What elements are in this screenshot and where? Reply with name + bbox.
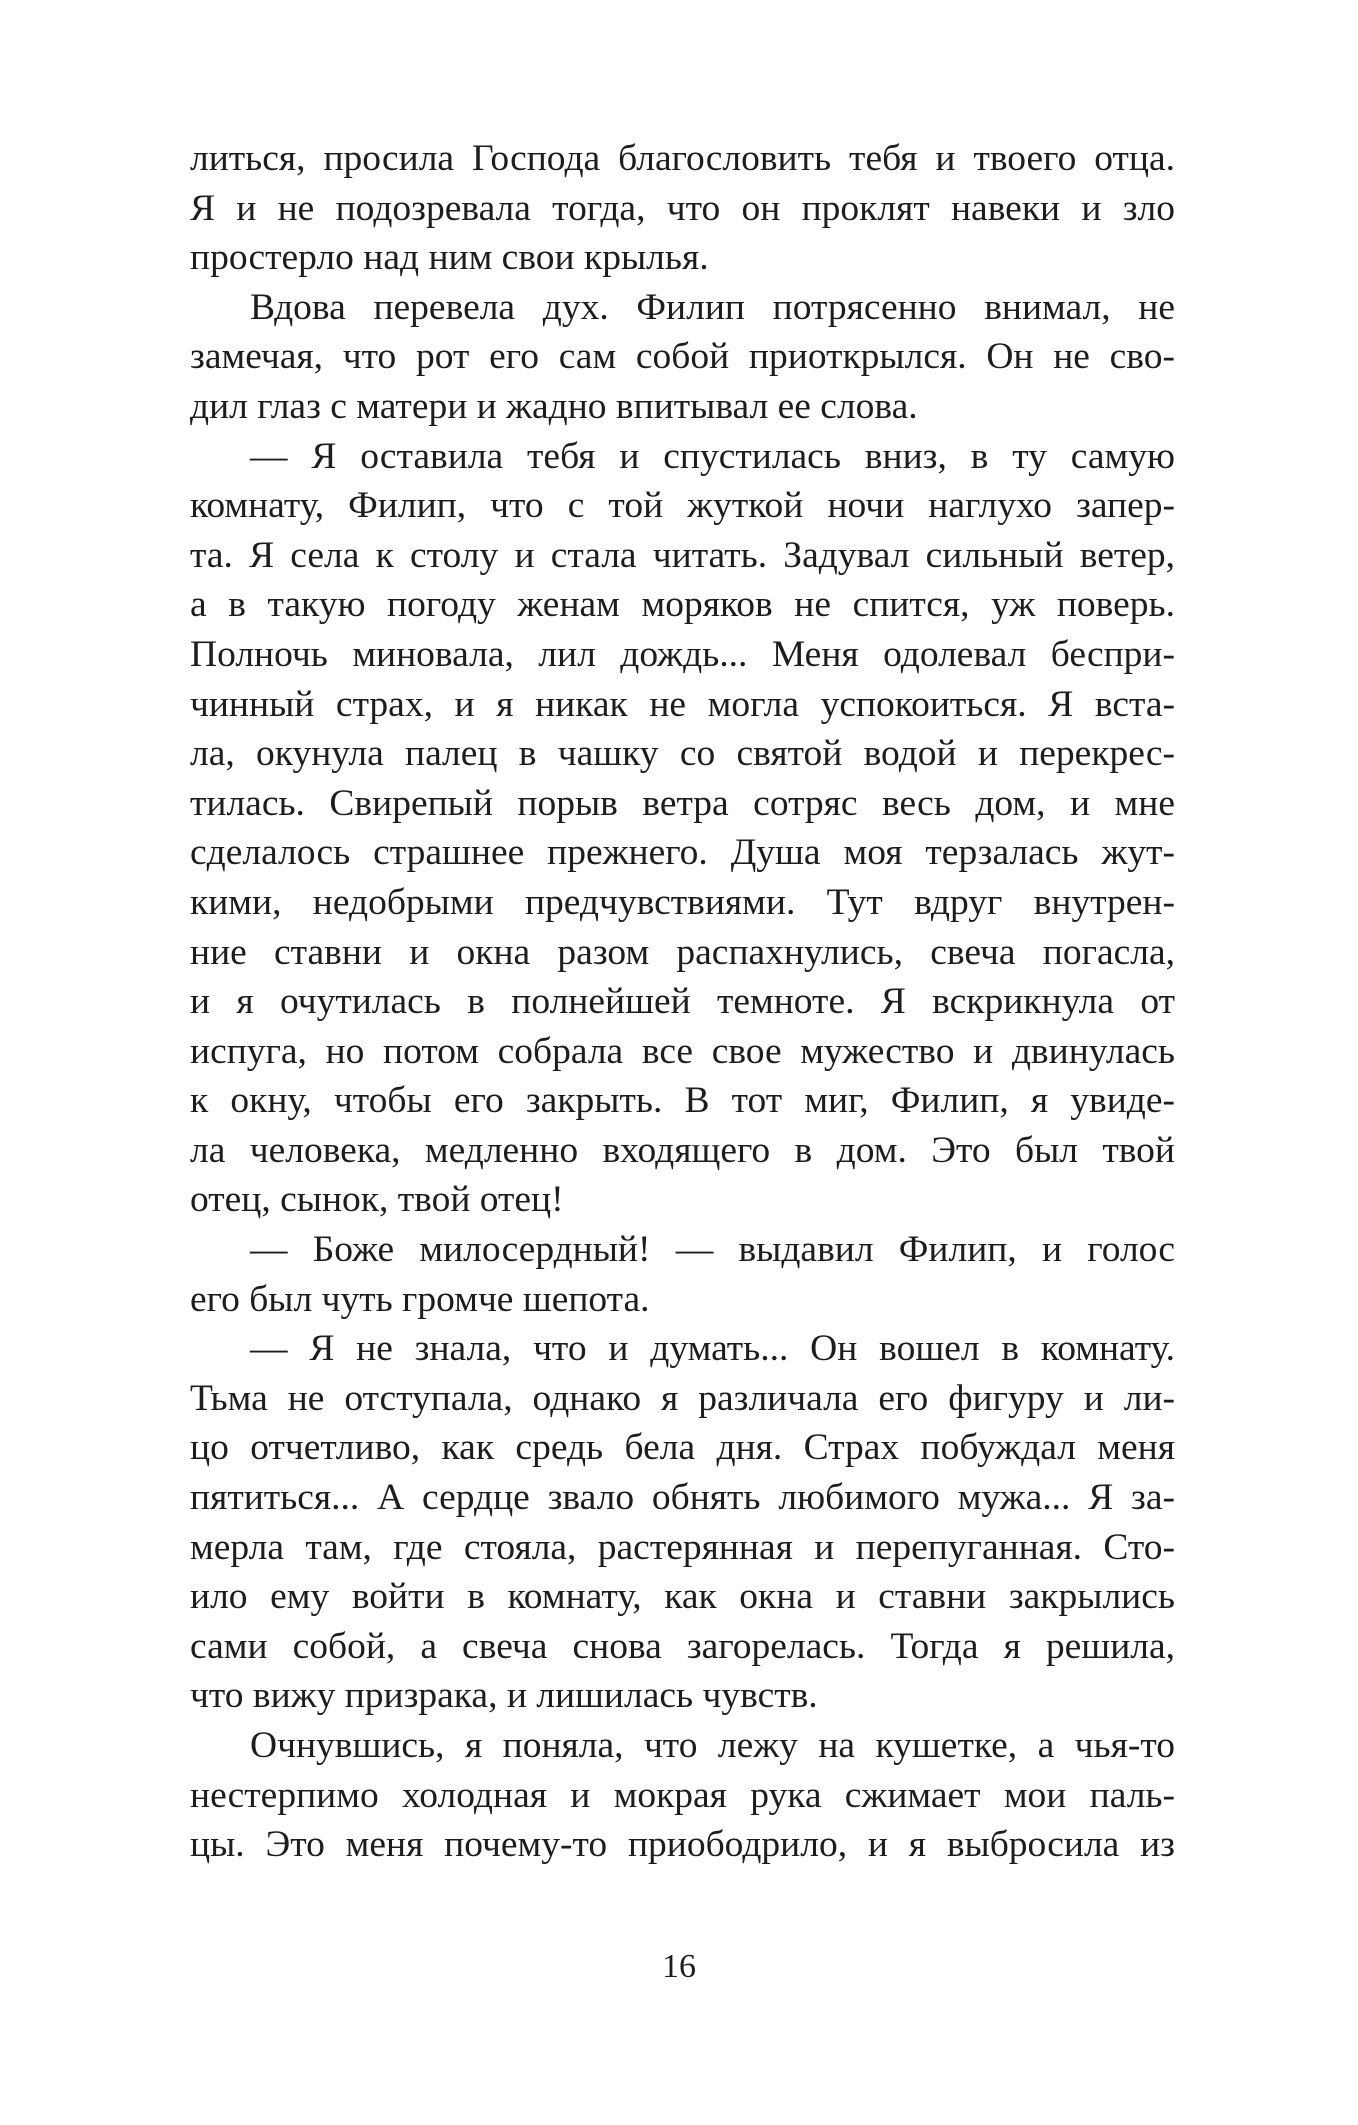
text-line: тилась. Свирепый порыв ветра сотряс весь дом, и мне	[190, 782, 1175, 824]
text-line: цы. Это меня почему-то приободрило, и я выбросила из	[190, 1824, 1175, 1866]
text-line: Я и не подозревала тогда, что он проклят навеки и зло	[190, 187, 1175, 229]
text-line: цо отчетливо, как средь бела дня. Страх побуждал меня	[190, 1427, 1175, 1469]
text-line: Очнувшись, я поняла, что лежу на кушетке, а чья-то	[250, 1725, 1175, 1766]
text-line: — Я оставила тебя и спустилась вниз, в ту самую	[250, 435, 1175, 477]
page-body-text	[190, 134, 1175, 1870]
text-line: ние ставни и окна разом распахнулись, свеча погасла,	[190, 931, 1175, 973]
text-line: к окну, чтобы его закрыть. В тот миг, Филип, я увиде-	[190, 1080, 1175, 1122]
text-line: нестерпимо холодная и мокрая рука сжимает мои паль-	[190, 1774, 1175, 1816]
text-line: та. Я села к столу и стала читать. Задувал сильный ветер,	[190, 534, 1175, 576]
text-line: простерло над ним свои крылья.	[190, 237, 709, 279]
text-line: мерла там, где стояла, растерянная и перепуганная. Сто-	[190, 1526, 1175, 1568]
text-line: его был чуть громче шепота.	[190, 1278, 650, 1320]
text-line: испуга, но потом собрала все свое мужество и двинулась	[190, 1030, 1175, 1072]
text-line: сами собой, а свеча снова загорелась. Тогда я решила,	[190, 1625, 1175, 1667]
text-line: и я очутилась в полнейшей темноте. Я вскрикнула от	[190, 981, 1175, 1023]
text-line: ило ему войти в комнату, как окна и ставни закрылись	[190, 1576, 1175, 1618]
page-number: 16	[662, 1948, 696, 1985]
text-line: Тьма не отступала, однако я различала его фигуру и ли-	[190, 1377, 1175, 1419]
text-line: сделалось страшнее прежнего. Душа моя терзалась жут-	[190, 832, 1175, 874]
text-line: Вдова перевела дух. Филип потрясенно внимал, не	[250, 286, 1175, 328]
text-line: Полночь миновала, лил дождь... Меня одолевал беспри-	[190, 633, 1175, 675]
text-line: чинный страх, и я никак не могла успокоиться. Я вста-	[190, 683, 1175, 725]
text-line: а в такую погоду женам моряков не спится, уж поверь.	[190, 584, 1175, 626]
text-line: ла человека, медленно входящего в дом. Это был твой	[190, 1129, 1175, 1171]
text-line: литься, просила Господа благословить тебя и твоего отца.	[190, 138, 1175, 179]
text-line: комнату, Филип, что с той жуткой ночи наглухо запер-	[190, 485, 1175, 527]
text-line: — Я не знала, что и думать... Он вошел в комнату.	[250, 1328, 1175, 1370]
text-line: что вижу призрака, и лишилась чувств.	[190, 1675, 818, 1717]
text-line: пятиться... А сердце звало обнять любимого мужа... Я за-	[190, 1477, 1175, 1519]
text-line: отец, сынок, твой отец!	[190, 1179, 564, 1221]
text-line: ла, окунула палец в чашку со святой водой и перекрес-	[190, 733, 1175, 775]
text-line: — Боже милосердный! — выдавил Филип, и голос	[250, 1229, 1175, 1271]
text-line: замечая, что рот его сам собой приоткрылся. Он не сво-	[190, 336, 1175, 378]
text-line: кими, недобрыми предчувствиями. Тут вдруг внутрен-	[190, 881, 1175, 923]
text-line: дил глаз с матери и жадно впитывал ее слова.	[190, 385, 918, 427]
